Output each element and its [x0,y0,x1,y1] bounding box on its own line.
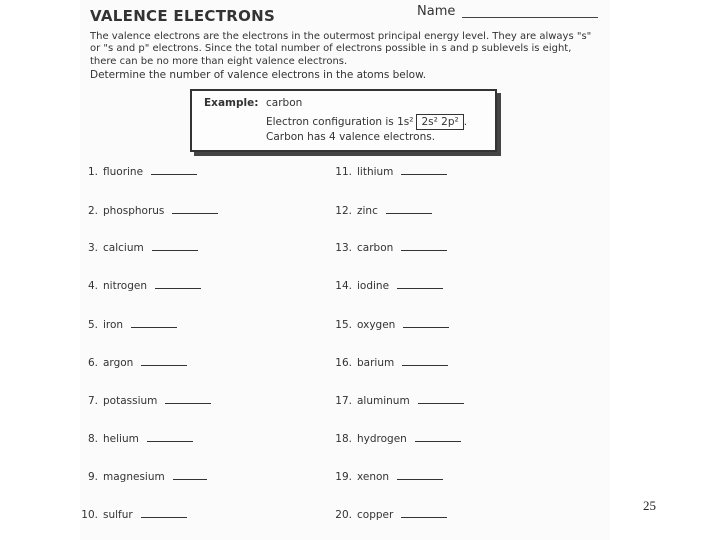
question-element: hydrogen [357,433,407,445]
answer-blank[interactable] [418,395,464,404]
config-suffix: . [463,116,468,128]
question-item [330,166,447,178]
question-element: helium [103,433,139,445]
question-element: phosphorus [103,205,165,217]
question-item [76,433,193,445]
question-number: 1. [87,166,98,178]
question-item [76,471,207,483]
question-element: xenon [357,471,390,483]
question-element: oxygen [357,319,396,331]
question-element: lithium [357,166,394,178]
question-number: 12. [335,205,352,217]
answer-blank[interactable] [397,471,443,480]
answer-blank[interactable] [141,357,187,366]
question-number: 7. [87,395,98,407]
question-number: 17. [335,395,352,407]
question-element: magnesium [103,471,165,483]
worksheet-page [80,0,610,540]
intro-paragraph: The valence electrons are the electrons in the outermost principal energy level. They are always "s" or "s and p" electrons. Since the total number of electrons possible in s and p sublevels is eight, there can be no more than eight valence electrons. [90,31,592,67]
question-element: carbon [357,242,394,254]
question-number: 9. [87,471,98,483]
answer-blank[interactable] [415,433,461,442]
question-item [76,166,197,178]
answer-blank[interactable] [165,395,211,404]
question-item [76,280,201,292]
question-item [330,433,461,445]
answer-blank[interactable] [403,319,449,328]
answer-blank[interactable] [397,280,443,289]
question-element: iodine [357,280,390,292]
answer-blank[interactable] [155,280,201,289]
question-element: iron [103,319,124,331]
question-element: aluminum [357,395,410,407]
question-item [330,471,443,483]
question-item [76,395,211,407]
question-item [330,242,447,254]
answer-blank[interactable] [151,166,197,175]
answer-blank[interactable] [172,205,218,214]
slide-number: 25 [643,498,656,513]
name-label: Name [417,4,456,19]
name-blank-line [462,17,598,18]
question-element: potassium [103,395,158,407]
question-number: 4. [87,280,98,292]
question-element: sulfur [103,509,133,521]
answer-blank[interactable] [152,242,198,251]
answer-blank[interactable] [147,433,193,442]
question-number: 15. [335,319,352,331]
question-number: 5. [87,319,98,331]
question-number: 11. [335,166,352,178]
question-element: fluorine [103,166,144,178]
question-number: 19. [335,471,352,483]
question-item [330,509,447,521]
question-number: 8. [87,433,98,445]
question-item [330,205,432,217]
question-number: 6. [87,357,98,369]
question-item [76,357,187,369]
question-number: 13. [335,242,352,254]
answer-blank[interactable] [401,509,447,518]
question-element: zinc [357,205,378,217]
answer-blank[interactable] [401,166,447,175]
question-number: 10. [81,509,98,521]
answer-blank[interactable] [402,357,448,366]
example-result: Carbon has 4 valence electrons. [266,131,436,143]
question-element: nitrogen [103,280,147,292]
question-item [76,242,198,254]
question-number: 3. [87,242,98,254]
instruction-text: Determine the number of valence electrons in the atoms below. [90,69,427,81]
config-valence-box: 2s² 2p² [416,114,463,130]
answer-blank[interactable] [401,242,447,251]
answer-blank[interactable] [386,205,432,214]
answer-blank[interactable] [131,319,177,328]
question-item [76,319,177,331]
question-element: copper [357,509,394,521]
question-item [330,357,448,369]
answer-blank[interactable] [141,509,187,518]
question-number: 18. [335,433,352,445]
question-element: argon [103,357,134,369]
config-prefix: Electron configuration is 1s² [266,116,414,128]
worksheet-title: VALENCE ELECTRONS [90,7,276,25]
example-box [190,89,497,152]
example-label: Example: [204,97,259,109]
question-item [76,509,187,521]
answer-blank[interactable] [173,471,207,480]
question-number: 20. [335,509,352,521]
question-number: 14. [335,280,352,292]
example-configuration [266,114,467,130]
question-number: 16. [335,357,352,369]
question-item [330,280,443,292]
question-element: calcium [103,242,144,254]
example-element: carbon [266,97,303,109]
question-element: barium [357,357,395,369]
question-number: 2. [87,205,98,217]
question-item [76,205,218,217]
question-item [330,395,464,407]
question-item [330,319,449,331]
